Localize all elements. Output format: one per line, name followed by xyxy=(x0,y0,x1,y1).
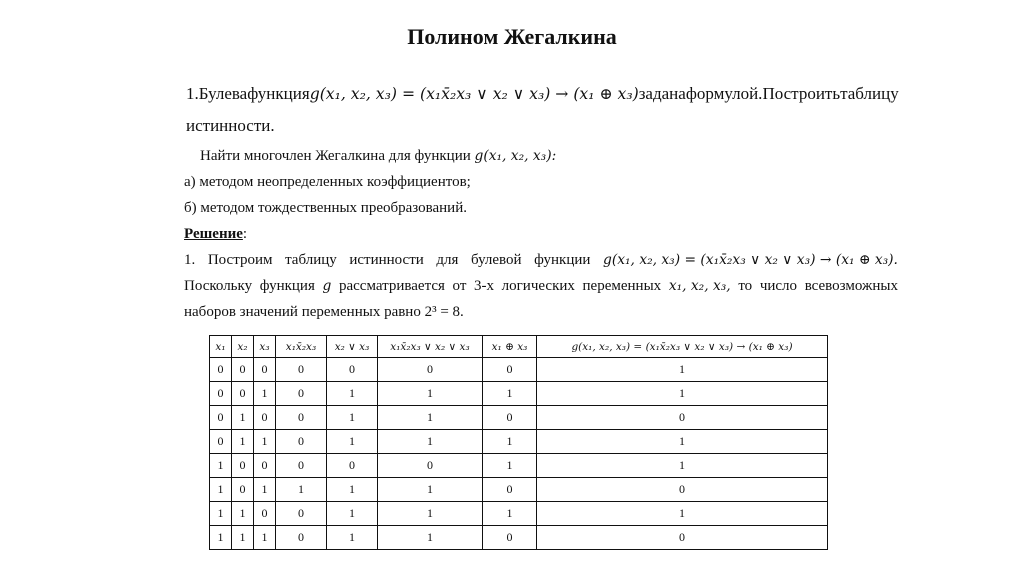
table-cell: 1 xyxy=(378,526,483,550)
table-cell: 0 xyxy=(254,502,276,526)
task-line-1 xyxy=(186,78,899,110)
table-cell: 1 xyxy=(378,502,483,526)
table-cell: 1 xyxy=(254,478,276,502)
sol-word: то xyxy=(738,278,753,294)
table-cell: 0 xyxy=(276,358,327,382)
sol-word: от xyxy=(452,278,467,294)
table-cell: 1 xyxy=(210,478,232,502)
header-cell: x₃ xyxy=(254,336,276,358)
solution-block xyxy=(184,143,898,325)
table-cell: 1 xyxy=(327,430,378,454)
sol-word: логических xyxy=(501,278,575,294)
sol-word: переменных xyxy=(582,278,662,294)
table-cell: 1 xyxy=(254,430,276,454)
table-cell: 0 xyxy=(378,358,483,382)
table-cell: 0 xyxy=(537,526,828,550)
task-statement xyxy=(186,78,899,142)
header-cell: x₁ xyxy=(210,336,232,358)
task-word: задана xyxy=(638,84,686,103)
sol-vars: x₁, x₂, x₃, xyxy=(668,278,731,294)
solution-line-1 xyxy=(184,247,898,273)
sol-word: истинности xyxy=(349,252,424,268)
truth-table-header xyxy=(210,336,828,358)
header-cell: x₂ xyxy=(232,336,254,358)
find-formula: g(x₁, x₂, x₃): xyxy=(474,148,557,164)
table-cell: 1 xyxy=(327,478,378,502)
sol-word: для xyxy=(436,252,459,268)
method-b: б) методом тождественных преобразований. xyxy=(184,200,467,216)
table-cell: 1 xyxy=(254,526,276,550)
table-cell: 0 xyxy=(254,406,276,430)
task-word: функция xyxy=(247,84,310,103)
find-line xyxy=(184,143,898,169)
table-cell: 1 xyxy=(537,430,828,454)
solution-heading: Решение xyxy=(184,226,243,242)
header-cell: x₁x̄₂x₃ xyxy=(276,336,327,358)
table-cell: 0 xyxy=(483,526,537,550)
table-cell: 1 xyxy=(327,526,378,550)
task-word: формулой. xyxy=(685,84,763,103)
header-cell: x₂ ∨ x₃ xyxy=(327,336,378,358)
sol-word: всевозможных xyxy=(804,278,898,294)
table-cell: 1 xyxy=(232,406,254,430)
table-cell: 1 xyxy=(232,502,254,526)
table-cell: 1 xyxy=(378,382,483,406)
table-cell: 0 xyxy=(210,358,232,382)
table-cell: 1 xyxy=(483,430,537,454)
table-cell: 1 xyxy=(483,382,537,406)
table-cell: 1 xyxy=(537,382,828,406)
table-cell: 1 xyxy=(327,382,378,406)
header-cell: g(x₁, x₂, x₃) = (x₁x̄₂x₃ ∨ x₂ ∨ x₃) → (x₁ ⊕ x₃) xyxy=(537,336,828,358)
table-row xyxy=(210,502,828,526)
table-cell: 0 xyxy=(276,430,327,454)
sol-word: булевой xyxy=(471,252,522,268)
solution-line-2 xyxy=(184,273,898,299)
table-row xyxy=(210,526,828,550)
table-cell: 0 xyxy=(276,526,327,550)
table-cell: 1 xyxy=(232,430,254,454)
table-cell: 0 xyxy=(210,382,232,406)
table-cell: 0 xyxy=(378,454,483,478)
task-word: Построить xyxy=(762,84,841,103)
table-cell: 1 xyxy=(537,502,828,526)
table-cell: 0 xyxy=(276,382,327,406)
table-row xyxy=(210,406,828,430)
table-cell: 1 xyxy=(378,430,483,454)
table-cell: 0 xyxy=(483,478,537,502)
table-cell: 0 xyxy=(327,454,378,478)
truth-table xyxy=(209,335,828,550)
task-word: таблицу xyxy=(840,84,899,103)
sol-word: Поскольку xyxy=(184,278,253,294)
sol-formula: g(x₁, x₂, x₃) = (x₁x̄₂x₃ ∨ x₂ ∨ x₃) → (x₁ ⊕ x₃). xyxy=(603,252,898,268)
table-cell: 1 xyxy=(483,502,537,526)
find-text: Найти многочлен Жегалкина для функции xyxy=(200,148,471,164)
table-cell: 0 xyxy=(276,406,327,430)
table-cell: 0 xyxy=(232,358,254,382)
table-cell: 1 xyxy=(210,502,232,526)
table-row xyxy=(210,454,828,478)
sol-word: функция xyxy=(259,278,315,294)
solution-line-3: наборов значений переменных равно 2³ = 8. xyxy=(184,304,464,320)
table-cell: 0 xyxy=(276,454,327,478)
sol-word: 3-х xyxy=(474,278,495,294)
table-cell: 0 xyxy=(232,478,254,502)
table-cell: 0 xyxy=(254,454,276,478)
table-cell: 1 xyxy=(378,406,483,430)
method-a: а) методом неопределенных коэффициентов; xyxy=(184,174,471,190)
table-cell: 1 xyxy=(254,382,276,406)
solution-colon: : xyxy=(242,226,248,242)
table-cell: 1 xyxy=(276,478,327,502)
sol-word: Построим xyxy=(207,252,273,268)
table-cell: 1 xyxy=(232,526,254,550)
table-cell: 0 xyxy=(276,502,327,526)
table-cell: 1 xyxy=(537,454,828,478)
sol-word: таблицу xyxy=(285,252,337,268)
table-cell: 1 xyxy=(327,406,378,430)
sol-word: число xyxy=(759,278,798,294)
header-cell: x₁x̄₂x₃ ∨ x₂ ∨ x₃ xyxy=(378,336,483,358)
task-line-2: истинности. xyxy=(186,116,275,135)
sol-var-g: g xyxy=(322,278,332,294)
task-number: 1. xyxy=(186,84,199,103)
sol-word: функции xyxy=(534,252,591,268)
table-cell: 1 xyxy=(327,502,378,526)
sol-word: рассматривается xyxy=(338,278,445,294)
table-cell: 0 xyxy=(210,430,232,454)
table-cell: 1 xyxy=(210,526,232,550)
table-row xyxy=(210,382,828,406)
table-cell: 0 xyxy=(483,358,537,382)
table-cell: 1 xyxy=(210,454,232,478)
table-cell: 0 xyxy=(537,478,828,502)
table-row xyxy=(210,358,828,382)
table-cell: 0 xyxy=(254,358,276,382)
table-cell: 1 xyxy=(483,454,537,478)
table-cell: 0 xyxy=(537,406,828,430)
sol-number: 1. xyxy=(184,252,196,268)
table-row xyxy=(210,430,828,454)
table-cell: 0 xyxy=(210,406,232,430)
table-cell: 0 xyxy=(232,454,254,478)
page-title: Полином Жегалкина xyxy=(407,24,617,49)
table-cell: 1 xyxy=(537,358,828,382)
task-formula: g(x₁, x₂, x₃) = (x₁x̄₂x₃ ∨ x₂ ∨ x₃) → (x₁ ⊕ x₃) xyxy=(309,84,639,103)
table-cell: 0 xyxy=(232,382,254,406)
table-cell: 0 xyxy=(327,358,378,382)
table-cell: 1 xyxy=(378,478,483,502)
solution-heading-line xyxy=(184,221,898,247)
table-cell: 0 xyxy=(483,406,537,430)
header-cell: x₁ ⊕ x₃ xyxy=(483,336,537,358)
table-row xyxy=(210,478,828,502)
task-word: Булева xyxy=(198,84,248,103)
